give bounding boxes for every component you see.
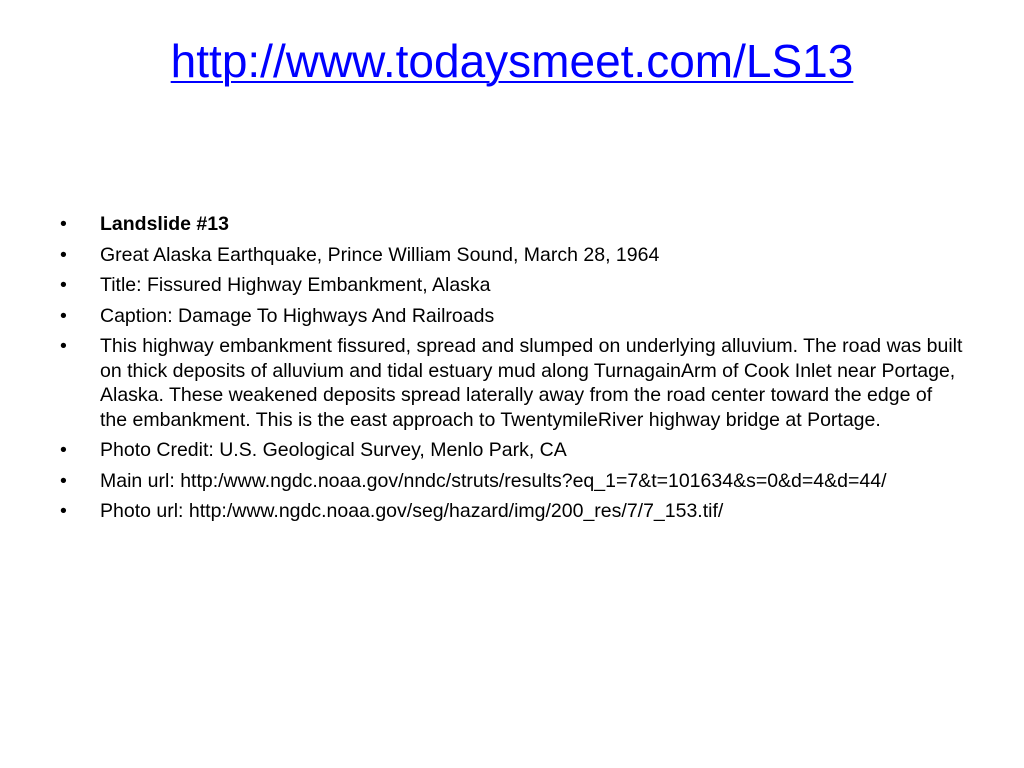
bullet-text: This highway embankment fissured, spread and slumped on underlying alluvium. The road was built on thick deposits of alluvium and tidal estuary mud along TurnagainArm of Cook Inlet near Portage, Alaska. These weakened deposits spread laterally away from the road center toward the edge of the embankment. This is the east approach to TwentymileRiver highway bridge at Portage. — [100, 335, 963, 431]
bullet-dot-icon: • — [60, 439, 67, 461]
bullet-item-title — [58, 273, 963, 298]
title-link[interactable]: http://www.todaysmeet.com/LS13 — [170, 35, 854, 87]
bullet-item-landslide — [58, 212, 963, 237]
bullet-text: Title: Fissured Highway Embankment, Alaska — [100, 274, 491, 296]
slide-title — [0, 30, 1024, 92]
bullet-dot-icon: • — [60, 304, 67, 327]
bullet-item-caption — [58, 304, 963, 329]
bullet-text: Main url: http:/www.ngdc.noaa.gov/nndc/struts/results?eq_1=7&t=101634&s=0&d=4&d=44/ — [100, 469, 887, 492]
bullet-item-photo-url — [58, 499, 963, 524]
bullet-item-main-url — [58, 469, 963, 494]
bullet-item-event — [58, 243, 963, 268]
bullet-item-photo-credit — [58, 438, 963, 463]
bullet-dot-icon: • — [60, 213, 67, 235]
bullet-text: Great Alaska Earthquake, Prince William Sound, March 28, 1964 — [100, 243, 660, 266]
bullet-dot-icon: • — [60, 243, 67, 266]
bullet-item-description — [58, 334, 963, 432]
bullet-text: Caption: Damage To Highways And Railroads — [100, 304, 495, 327]
bullet-text: Photo url: http:/www.ngdc.noaa.gov/seg/hazard/img/200_res/7/7_153.tif/ — [100, 500, 724, 522]
bullet-dot-icon: • — [60, 335, 67, 357]
bullet-dot-icon: • — [60, 274, 67, 296]
bullet-dot-icon: • — [60, 469, 67, 492]
bullet-text: Landslide #13 — [100, 213, 229, 235]
bullet-list — [58, 212, 963, 530]
bullet-dot-icon: • — [60, 500, 67, 522]
bullet-text: Photo Credit: U.S. Geological Survey, Menlo Park, CA — [100, 439, 567, 461]
